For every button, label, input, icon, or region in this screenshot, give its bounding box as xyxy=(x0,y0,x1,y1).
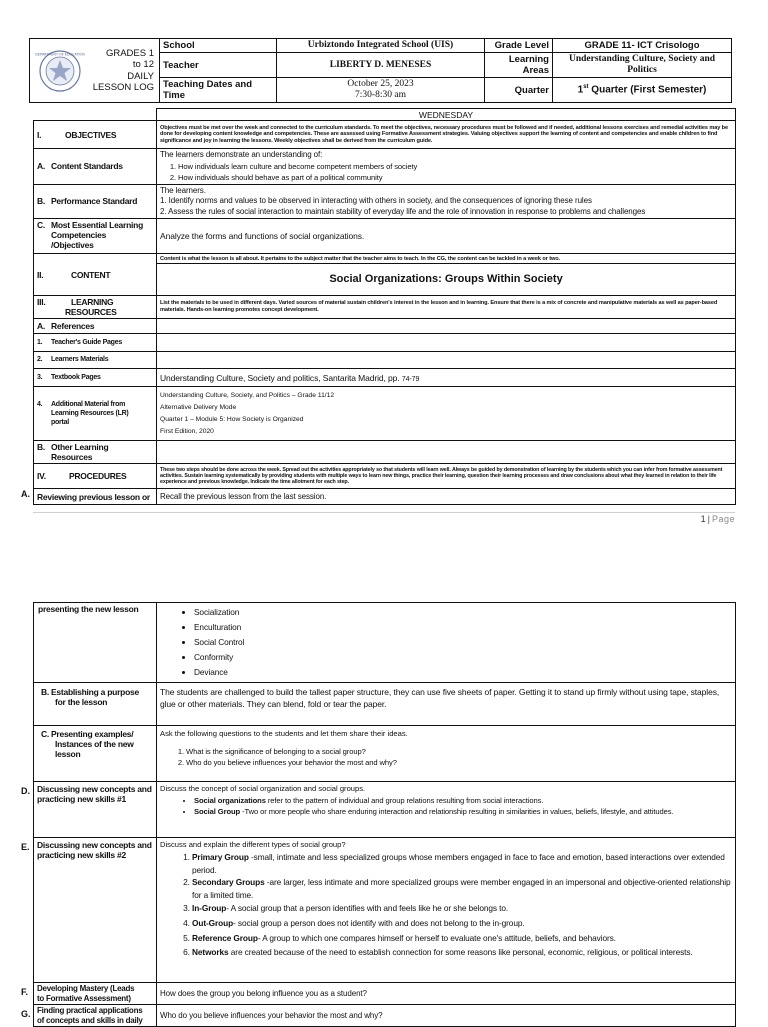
melc-label-line: Most Essential Learning xyxy=(51,220,144,230)
practical-text: Who do you believe influences your behavior the most and why? xyxy=(157,1005,736,1027)
teachers-guide-number: 1. xyxy=(37,338,43,346)
additional-material-cell xyxy=(157,387,736,441)
teachers-guide-row xyxy=(34,334,736,352)
discussion2-label-line: practicing new skills #2 xyxy=(37,850,126,860)
learning-areas-value: Understanding Culture, Society and Politics xyxy=(553,53,732,78)
content-title: Social Organizations: Groups Within Society xyxy=(329,272,563,285)
learning-resources-label-line: RESOURCES xyxy=(65,307,117,317)
melc-label-cell xyxy=(34,219,157,254)
learners-materials-number: 2. xyxy=(37,356,43,363)
lesson-log-table-continued xyxy=(33,602,736,1027)
content-standards-label: Content Standards xyxy=(51,161,123,172)
content-standards-label-cell xyxy=(34,149,157,185)
content-row xyxy=(34,254,736,296)
review-item: • Conformity xyxy=(194,650,732,665)
additional-material-row xyxy=(34,387,736,441)
discussion2-desc: -are larger, less intimate and more specialized groups were member engaged in an impersonal and objective-oriented relationship for a limited time. xyxy=(192,877,731,900)
objectives-label: OBJECTIVES xyxy=(65,129,117,140)
content-label-cell xyxy=(34,254,157,296)
quarter-label: Quarter xyxy=(485,78,553,103)
discussion1-term: Social organizations xyxy=(194,796,266,805)
learners-materials-cell xyxy=(157,352,736,369)
review-text: Recall the previous lesson from the last session. xyxy=(157,489,736,505)
page-number: 1 xyxy=(700,514,706,524)
content-standards-row xyxy=(34,149,736,185)
textbook-number: 3. xyxy=(37,373,43,381)
practical-row xyxy=(34,1005,736,1027)
examples-row xyxy=(34,726,736,782)
performance-standard-number: B. xyxy=(37,196,45,207)
discussion1-label-cell xyxy=(34,782,157,838)
practical-label-cell xyxy=(34,1005,157,1027)
review-label-cell xyxy=(34,489,157,505)
teaching-time: 7:30-8:30 am xyxy=(355,90,406,100)
content-standards-item: 1. How individuals learn culture and become competent members of society xyxy=(178,161,732,172)
discussion2-desc: are created because of the need to establish connection for some reasons like personal, economic, religious, or political interests. xyxy=(228,947,693,957)
teachers-guide-label: Teacher's Guide Pages xyxy=(51,338,122,346)
learning-areas-label-line: Learning xyxy=(508,54,549,65)
discussion2-term: In-Group xyxy=(192,903,227,913)
discussion2-intro: Discuss and explain the different types of social group? xyxy=(160,840,346,849)
objectives-row xyxy=(34,121,736,149)
textbook-cell xyxy=(157,369,736,387)
discussion2-term: Reference Group xyxy=(192,933,258,943)
additional-material-label-cell xyxy=(34,387,157,441)
discussion2-label-line: Discussing new concepts and xyxy=(37,840,152,850)
procedures-number: IV. xyxy=(37,471,46,481)
content-cell xyxy=(157,254,736,296)
discussion2-row xyxy=(34,838,736,983)
discussion1-desc: refer to the pattern of individual and group relations resulting from social interactions. xyxy=(265,796,544,805)
textbook-label: Textbook Pages xyxy=(51,373,101,381)
content-label: CONTENT xyxy=(71,269,111,280)
review-item: • Enculturation xyxy=(194,620,732,635)
discussion2-item xyxy=(192,876,732,901)
examples-item: 2. Who do you believe influences your behavior the most and why? xyxy=(186,757,732,768)
additional-material-label-line: Additional Material from xyxy=(51,401,126,408)
discussion1-number: D. xyxy=(21,786,30,796)
performance-standard-line: 2. Assess the rules of social interaction to maintain stability of everyday life and the role of innovation in response to problems and challenges xyxy=(160,206,646,216)
discussion2-item xyxy=(192,931,732,946)
doc-title-cell xyxy=(90,39,160,103)
discussion2-number: E. xyxy=(21,842,30,852)
discussion2-label-cell xyxy=(34,838,157,983)
additional-material-number: 4. xyxy=(37,401,43,408)
performance-standard-label-cell xyxy=(34,184,157,219)
lesson-log-table xyxy=(33,108,736,505)
quarter-value xyxy=(553,78,732,103)
purpose-label-cell xyxy=(34,683,157,726)
objectives-number: I. xyxy=(37,129,42,140)
textbook-label-cell xyxy=(34,369,157,387)
learners-materials-label-cell xyxy=(34,352,157,369)
practical-label-line: Finding practical applications xyxy=(37,1006,143,1015)
discussion1-label-line: practicing new skills #1 xyxy=(37,794,126,804)
review-item: • Socialization xyxy=(194,605,732,620)
textbook-row xyxy=(34,369,736,387)
mastery-text: How does the group you belong influence you as a student? xyxy=(157,983,736,1005)
discussion2-item xyxy=(192,946,732,958)
discussion2-cell xyxy=(157,838,736,983)
discussion2-desc: - A social group that a person identifies with and feels like he or she belongs to. xyxy=(226,903,509,913)
other-resources-label-line: Resources xyxy=(51,452,93,462)
doc-title-line: to 12 xyxy=(132,59,154,70)
discussion2-desc: -small, intimate and less specialized groups whose members engaged in face to face and emotion, based interactions over extended period. xyxy=(192,852,725,875)
examples-cell xyxy=(157,726,736,782)
discussion1-term: Social Group xyxy=(194,807,241,816)
discussion2-desc: - A group to which one compares himself or herself to evaluate one's attitude, beliefs, and behaviors. xyxy=(257,933,616,943)
content-standards-item: 2. How individuals should behave as part of a political community xyxy=(178,172,732,183)
quarter-suffix: st xyxy=(583,84,589,91)
mastery-label-cell xyxy=(34,983,157,1005)
learning-areas-label xyxy=(485,53,553,78)
additional-material-label-line: Learning Resources (LR) xyxy=(51,410,129,417)
learning-resources-row xyxy=(34,296,736,319)
procedures-row xyxy=(34,464,736,489)
other-resources-label-line: Other Learning xyxy=(51,442,109,452)
teaching-date: October 25, 2023 xyxy=(347,79,414,89)
learning-resources-number: III. xyxy=(37,297,46,307)
examples-label-line: Instances of the new xyxy=(55,739,134,749)
doc-title-line: DAILY xyxy=(127,70,154,82)
purpose-row xyxy=(34,683,736,726)
procedures-label: PROCEDURES xyxy=(69,471,127,481)
discussion1-label-line: Discussing new concepts and xyxy=(37,784,152,794)
discussion2-desc: - social group a person does not identify with and does not belong to the in-group. xyxy=(233,918,525,928)
discussion1-item xyxy=(194,795,732,806)
day-header: WEDNESDAY xyxy=(157,109,736,121)
quarter-text: Quarter (First Semester) xyxy=(588,84,707,96)
mastery-number: F. xyxy=(21,987,29,997)
melc-text: Analyze the forms and functions of social organizations. xyxy=(157,219,736,254)
textbook-pages: 74-79 xyxy=(401,375,420,383)
discussion1-cell xyxy=(157,782,736,838)
performance-standard-label: Performance Standard xyxy=(51,196,138,207)
references-row xyxy=(34,319,736,334)
other-resources-row xyxy=(34,441,736,464)
purpose-label-line: for the lesson xyxy=(55,697,108,707)
page-separator: | xyxy=(707,514,710,524)
examples-label-line: Presenting examples/ xyxy=(51,729,134,739)
teaching-dates-value xyxy=(277,78,485,103)
quarter-number: 1 xyxy=(577,84,584,96)
purpose-label-line: Establishing a purpose xyxy=(51,687,140,697)
purpose-number: B. xyxy=(41,687,49,697)
mastery-label-line: to Formative Assessment) xyxy=(37,993,131,1003)
grade-level-value: GRADE 11- ICT Crisologo xyxy=(553,39,732,53)
examples-number: C. xyxy=(41,729,49,739)
melc-label-line: /Objectives xyxy=(51,240,94,250)
page-number-footer xyxy=(701,514,735,524)
header-table xyxy=(29,38,732,103)
discussion1-row xyxy=(34,782,736,838)
examples-label-cell xyxy=(34,726,157,782)
other-resources-label-cell xyxy=(34,441,157,464)
content-number: II. xyxy=(37,269,44,280)
performance-standard-cell xyxy=(157,184,736,219)
doc-title-line: GRADES 1 xyxy=(105,47,154,59)
discussion2-term: Secondary Groups xyxy=(192,877,265,887)
discussion1-item xyxy=(194,806,732,817)
procedures-text: These two steps should be done across the week. Spread out the activities appropriately so that students will learn well. Always be guided by demonstration of learning by the students which you can infer from formative assessment activities. Sustain learning systematically by providing students with multiple ways to learn new things, practice their learning, question their learning processes and draw conclusions about what they learned in relation to their life experience and previous knowledge. Indicate the time allotment for each step. xyxy=(157,464,736,489)
discussion2-term: Primary Group xyxy=(192,852,249,862)
school-label: School xyxy=(160,39,277,53)
examples-label-line: lesson xyxy=(55,749,81,759)
content-standards-cell xyxy=(157,149,736,185)
additional-material-line: Alternative Delivery Mode xyxy=(160,403,237,411)
review-row xyxy=(34,489,736,505)
references-label: References xyxy=(51,321,95,331)
objectives-label-cell xyxy=(34,121,157,149)
purpose-text: The students are challenged to build the tallest paper structure, they can use five sheets of paper. Getting it to stand up firmly without using tape, staples, glue or other materials. They can blend, fold or tear the paper. xyxy=(157,683,736,726)
mastery-label-line: Developing Mastery (Leads xyxy=(37,984,135,993)
references-cell xyxy=(157,319,736,334)
mastery-row xyxy=(34,983,736,1005)
performance-standard-line: The learners. xyxy=(160,185,206,195)
learning-resources-label-line: LEARNING xyxy=(71,297,114,307)
other-resources-number: B. xyxy=(37,442,45,452)
learners-materials-label: Learners Materials xyxy=(51,356,109,363)
practical-label-line: of concepts and skills in daily xyxy=(37,1015,143,1025)
additional-material-line: First Edition, 2020 xyxy=(160,427,214,435)
textbook-text: Understanding Culture, Society and politics, Santarita Madrid, pp. xyxy=(160,372,400,383)
review-continued-row xyxy=(34,603,736,683)
grade-level-label: Grade Level xyxy=(485,39,553,53)
discussion2-term: Networks xyxy=(192,947,229,957)
objectives-text: Objectives must be met over the week and connected to the curriculum standards. To meet the objectives, necessary procedures must be followed and if needed, additional lessons exercises and remedial activities may be done for developing content knowledge and competencies. These are assessed using Formative Assessment strategies. Valuing objectives support the learning of content and competencies and enable children to find significance and joy in learning the lessons. Weekly objectives shall be derived from the curriculum guide. xyxy=(157,121,736,149)
additional-material-label-line: portal xyxy=(51,419,69,426)
seal-text: DEPARTMENT OF EDUCATION xyxy=(35,52,85,56)
discussion2-term: Out-Group xyxy=(192,918,234,928)
examples-item: 1. What is the significance of belonging to a social group? xyxy=(186,746,732,757)
review-items-cell xyxy=(157,603,736,683)
review-label: Reviewing previous lesson or xyxy=(37,491,150,502)
performance-standard-line: 1. Identify norms and values to be observed in interacting with others in society, and the consequences of ignoring these rules xyxy=(160,196,592,205)
discussion2-item xyxy=(192,901,732,916)
teachers-guide-label-cell xyxy=(34,334,157,352)
content-note: Content is what the lesson is all about. It pertains to the subject matter that the teacher aims to teach. In the CG, the content can be tackled in a week or two. xyxy=(157,256,735,264)
review-continued-label: presenting the new lesson xyxy=(34,603,157,683)
footer-rule xyxy=(33,512,735,513)
discussion2-item xyxy=(192,851,732,876)
melc-label-line: Competencies xyxy=(51,230,107,240)
discussion1-intro: Discuss the concept of social organization and social groups. xyxy=(160,784,366,793)
content-standards-number: A. xyxy=(37,161,45,172)
learning-areas-label-line: Areas xyxy=(522,65,549,76)
corner-cell xyxy=(34,109,157,121)
teacher-value: LIBERTY D. MENESES xyxy=(277,53,485,78)
performance-standard-row xyxy=(34,184,736,219)
page-word: Page xyxy=(711,514,735,524)
practical-number: G. xyxy=(21,1009,31,1019)
learning-resources-label-cell xyxy=(34,296,157,319)
additional-material-line: Understanding Culture, Society, and Politics – Grade 11/12 xyxy=(160,391,335,399)
teachers-guide-cell xyxy=(157,334,736,352)
teaching-dates-label-line: Time xyxy=(163,90,186,101)
examples-intro: Ask the following questions to the students and let them share their ideas. xyxy=(160,729,408,738)
review-item: • Social Control xyxy=(194,635,732,650)
learners-materials-row xyxy=(34,352,736,369)
doc-title-line: LESSON LOG xyxy=(92,82,154,93)
teacher-label: Teacher xyxy=(160,53,277,78)
teaching-dates-label xyxy=(160,78,277,103)
additional-material-line: Quarter 1 – Module 5: How Society is Organized xyxy=(160,415,304,423)
procedures-label-cell xyxy=(34,464,157,489)
teaching-dates-label-line: Teaching Dates and xyxy=(163,79,253,90)
learning-resources-text: List the materials to be used in different days. Varied sources of material sustain children's interest in the lesson and in learning. Ensure that there is a mix of concrete and manipulative materials as well as paper-based materials. Hands-on learning promotes concept development. xyxy=(157,296,736,319)
content-standards-intro: The learners demonstrate an understanding of: xyxy=(160,150,323,159)
references-label-cell xyxy=(34,319,157,334)
review-item: • Deviance xyxy=(194,665,732,680)
discussion2-item xyxy=(192,916,732,931)
melc-row xyxy=(34,219,736,254)
discussion1-desc: -Two or more people who share enduring interaction and relationship resulting in similarities in values, beliefs, lifestyle, and attitudes. xyxy=(240,807,674,816)
melc-number: C. xyxy=(37,220,45,230)
review-number: A. xyxy=(21,489,30,499)
school-value: Urbiztondo Integrated School (UIS) xyxy=(277,39,485,53)
references-number: A. xyxy=(37,321,45,331)
other-resources-cell xyxy=(157,441,736,464)
deped-logo-cell xyxy=(30,39,90,103)
deped-seal-icon xyxy=(35,50,85,92)
